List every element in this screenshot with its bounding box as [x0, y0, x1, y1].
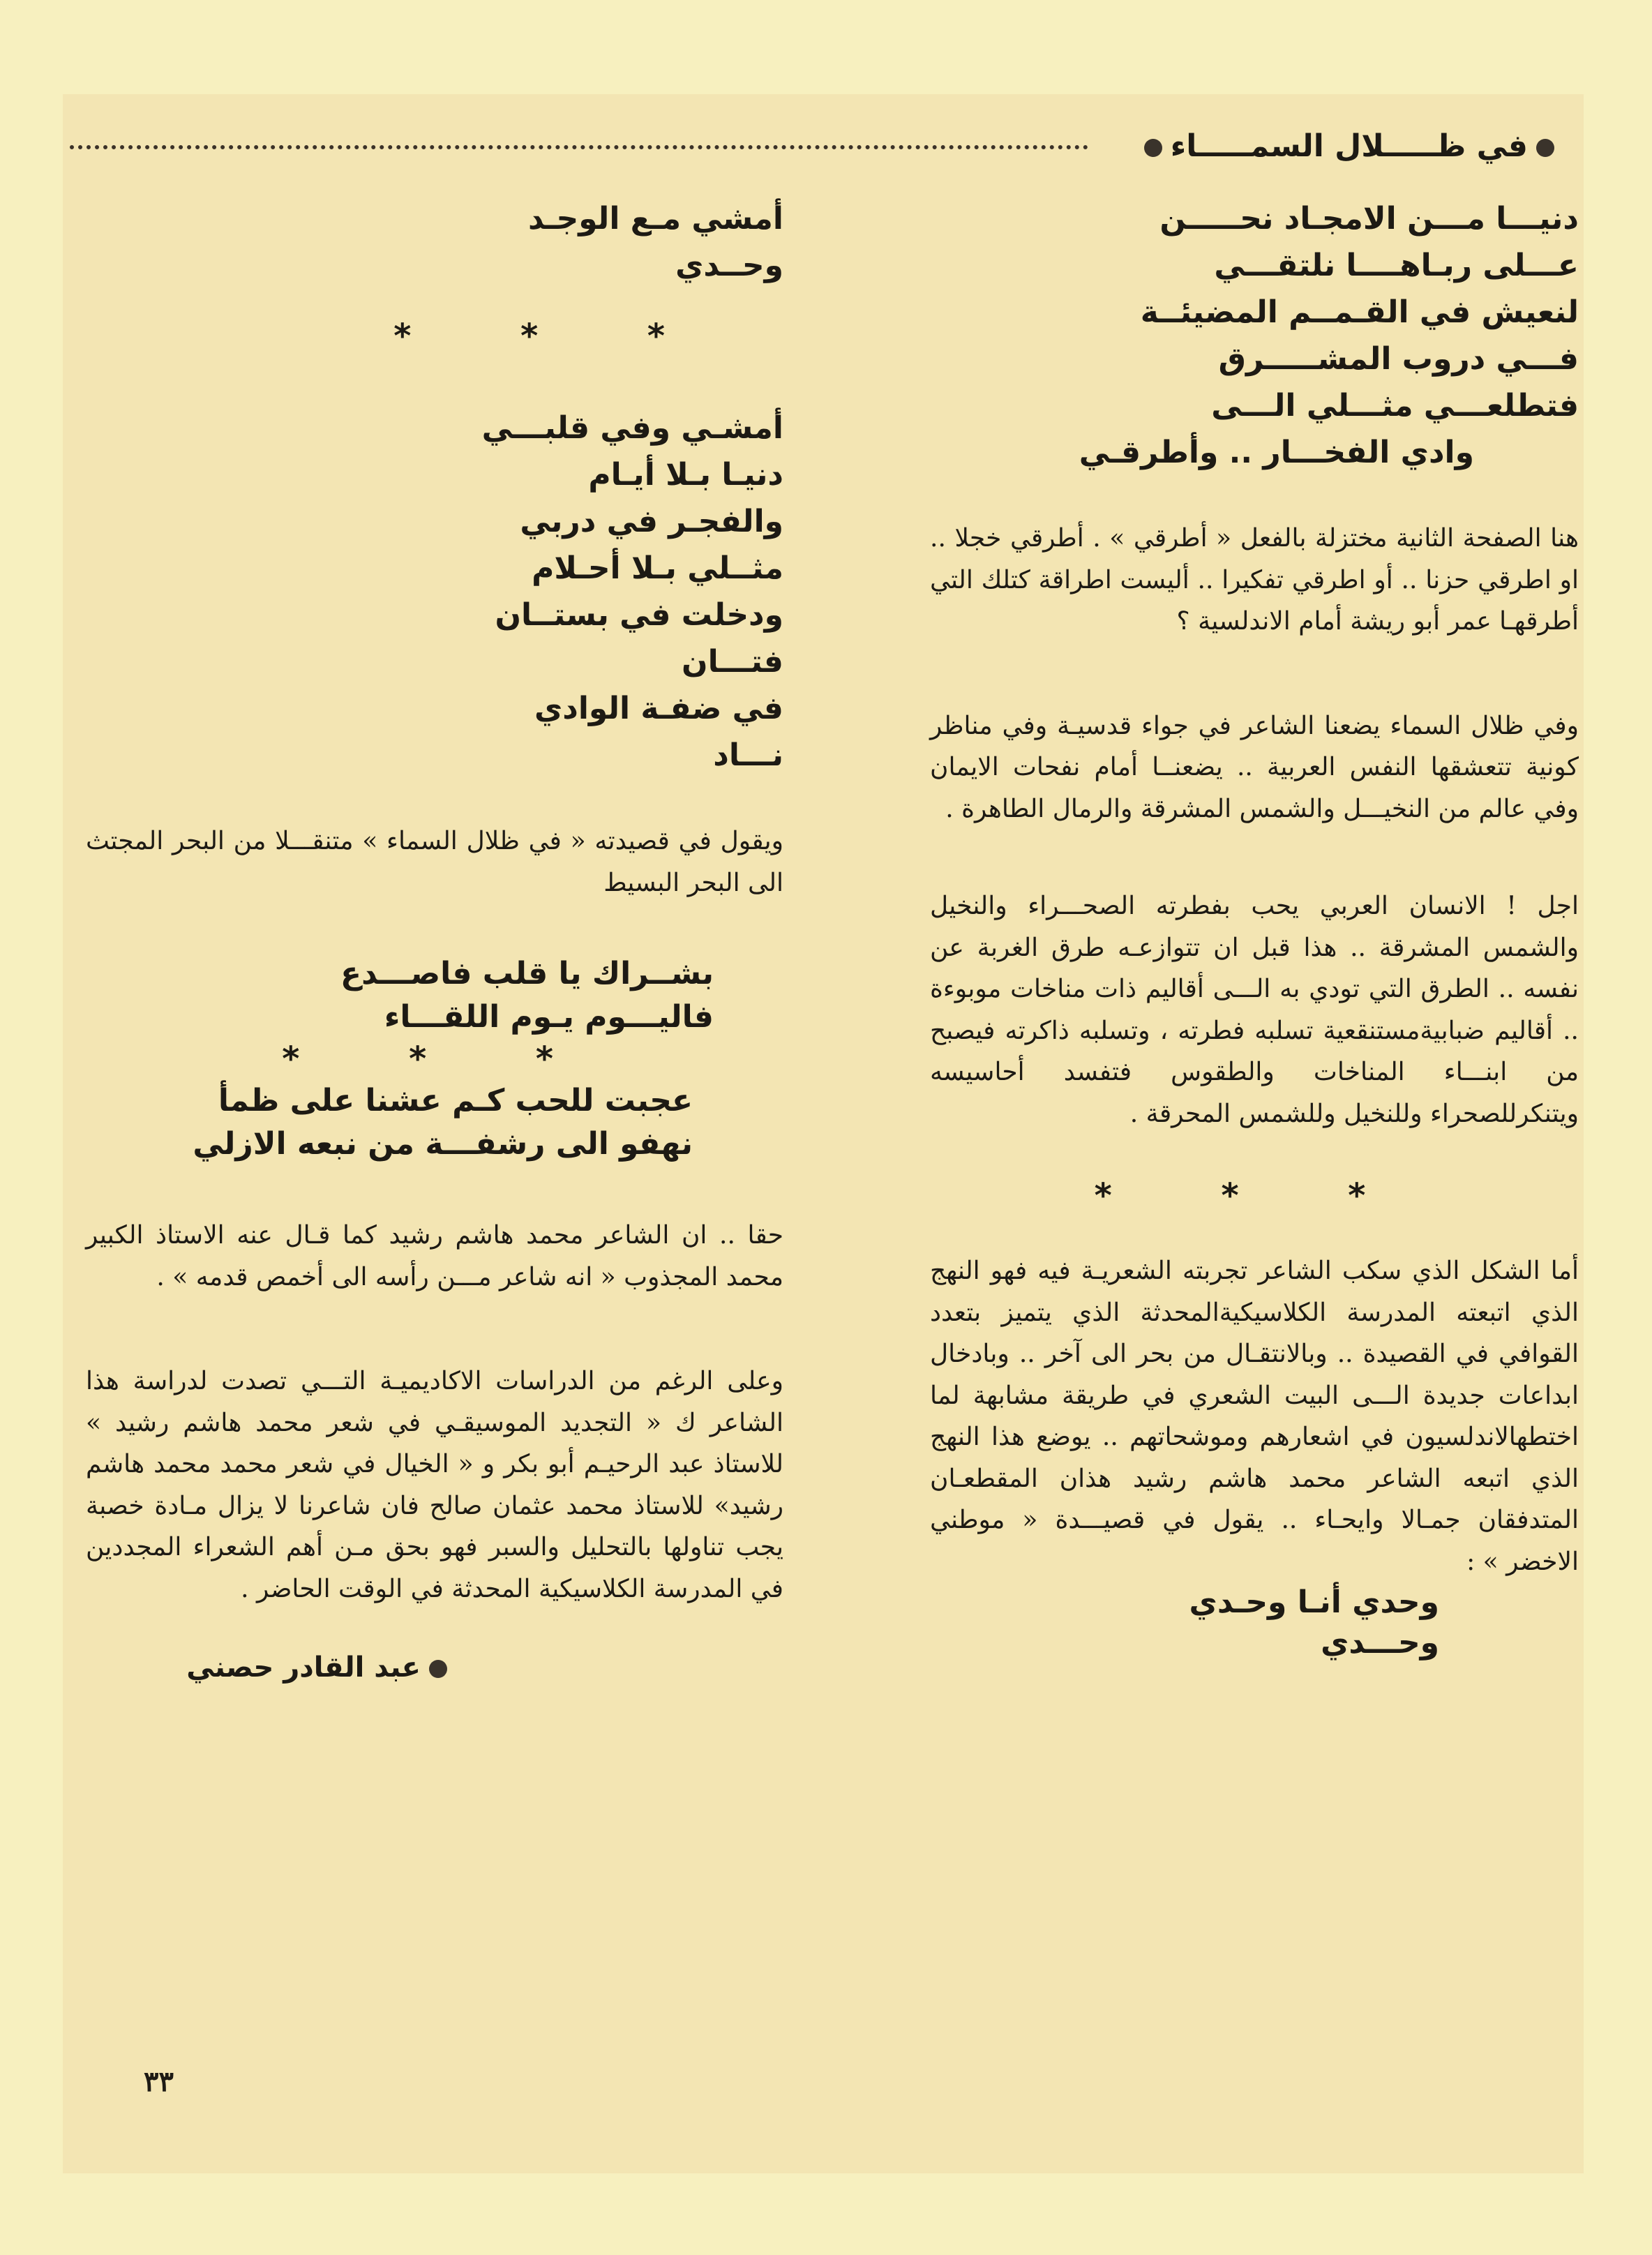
- poem-stanza: [930, 195, 1579, 476]
- poem-stanza: [86, 195, 783, 289]
- poem-line: وحدي أنـا وحـدي: [1189, 1585, 1439, 1620]
- paragraph: حقا .. ان الشاعر محمد هاشم رشيد كما قـال عنه الاستاذ الكبير محمد المجذوب « انه شاعر مـــن رأسه الى أخمص قدمه » .: [86, 1221, 783, 1291]
- poem-line: فتـــان: [682, 644, 783, 680]
- poem-stanza: [86, 405, 783, 779]
- poem-line: ودخلت في بستــان: [495, 597, 783, 633]
- poem-line: فاليـــوم يـوم اللقـــاء: [384, 999, 714, 1035]
- poem-line: مثــلي بـلا أحـلام: [532, 550, 783, 586]
- poem-line: وحــدي: [675, 248, 783, 283]
- bullet-icon: [1536, 139, 1554, 157]
- bullet-icon: [429, 1660, 447, 1678]
- left-column: [86, 195, 783, 1684]
- page-number: ٣٣: [144, 2065, 174, 2098]
- header-title: [1136, 126, 1563, 167]
- poem-line: أمشي مـع الوجـد: [528, 201, 783, 237]
- header-title-text: في ظـــــلال السمـــــاء: [1170, 128, 1528, 164]
- poem-line: فتطلعـــي مثـــلي الـــى: [1211, 388, 1579, 424]
- poem-line: دنيـا بـلا أيـام: [588, 457, 783, 493]
- header: [70, 126, 1563, 167]
- poem-line: دنيـــا مـــن الامجـاد نحـــــن: [1159, 201, 1579, 237]
- poem-line: وادي الفخـــار .. وأطرقـي: [1079, 435, 1474, 470]
- poem-line: نهفو الى رشفـــة من نبعه الازلي: [193, 1126, 693, 1162]
- poem-line: نـــاد: [713, 737, 783, 773]
- author-name: عبد القادر حصني: [186, 1651, 421, 1684]
- poem-stanza: [86, 952, 783, 1039]
- bullet-icon: [1144, 139, 1162, 157]
- paragraph: هنا الصفحة الثانية مختزلة بالفعل « أطرقي » . أطرقي خجلا .. او اطرقي حزنا .. أو اطرقي تفكيرا .. أليست اطراقة كتلك التي أطرقهـا عمر أبو ريشة أمام الاندلسية ؟: [930, 524, 1579, 636]
- paragraph: وعلى الرغم من الدراسات الاكاديميـة التـــي تصدت لدراسة هذا الشاعر ك « التجديد الموسيقـي في شعر محمد هاشم رشيد » للاستاذ عبد الرحيـم أبو بكر و « الخيال في شعر محمد محمد هاشم رشيد» للاستاذ محمد عثمان صالح فان شاعرنا لا يزال مـادة خصبة يجب تناولها بالتحليل والسبر فهو بحق مـن أهم الشعراء المجددين في المدرسة الكلاسيكية المحدثة في الوقت الحاضر .: [86, 1367, 783, 1603]
- paragraph: أما الشكل الذي سكب الشاعر تجربته الشعريـة فيه فهو النهج الذي اتبعته المدرسة الكلاسيكيةالمحدثة الذي يتميز بتعدد القوافي في القصيدة .. وبالانتقـال من بحر الى آخر .. وبادخال ابداعات جديدة الـــى البيت الشعري في طريقة مشابهة لما اختطهالاندلسيون في اشعارهم وموشحاتهم .. يوضع هذا النهج الذي اتبعه الشاعر محمد هاشم رشيد هذان المقطعـان المتدفقان جمـالا وايحـاء .. يقول في قصيـــدة « موطني الاخضر » :: [930, 1257, 1579, 1576]
- paragraph: اجل ! الانسان العربي يحب بفطرته الصحـــراء والنخيل والشمس المشرقة .. هذا قبل ان تتوازعـه طرق الغربة عن نفسه .. الطرق التي تودي به الـــى أقاليم ذات مناخات موبوءة .. أقاليم ضبابيةمستنقعية تسلبه فطرته ، وتسلبه ذاكرته فيصبح من ابنـــاء المناخات والطقوس فتفسد أحاسيسه ويتنكرللصحراء وللنخيل وللشمس المحرقة .: [930, 892, 1579, 1128]
- poem-line: بشــراك يا قلب فاصـــدع: [340, 956, 714, 991]
- poem-stanza: [86, 1079, 783, 1166]
- paragraph: وفي ظلال السماء يضعنا الشاعر في جواء قدسيـة وفي مناظر كونية تتعشقها النفس العربية .. يضعنــا أمام نفحات الايمان وفي عالم من النخيـــل والشمس المشرقة والرمال الطاهرة .: [930, 711, 1579, 823]
- right-column: [930, 195, 1579, 1663]
- author-signature: [86, 1651, 783, 1684]
- poem-line: عـــلى ربـاهــــا نلتقـــي: [1214, 248, 1579, 283]
- header-dotted-rule: [70, 145, 1088, 149]
- section-divider-stars: * * *: [393, 317, 714, 356]
- paragraph: ويقول في قصيدته « في ظلال السماء » متنقـــلا من البحر المجتث الى البحر البسيط: [86, 827, 783, 897]
- poem-line: والفجـر في دربي: [520, 504, 783, 539]
- section-divider-stars: * * *: [282, 1040, 602, 1079]
- poem-line: في ضفـة الوادي: [534, 691, 783, 726]
- poem-line: فـــي دروب المشـــــرق: [1218, 341, 1579, 377]
- poem-stanza: [930, 1582, 1579, 1663]
- poem-line: أمشـي وفي قلبـــي: [481, 410, 783, 446]
- poem-line: لنعيش في القـمــم المضيئــة: [1140, 294, 1579, 330]
- section-divider-stars: * * *: [1094, 1176, 1415, 1215]
- poem-line: وحـــدي: [1321, 1625, 1439, 1661]
- poem-line: عجبت للحب كـم عشنا على ظمأ: [218, 1083, 693, 1118]
